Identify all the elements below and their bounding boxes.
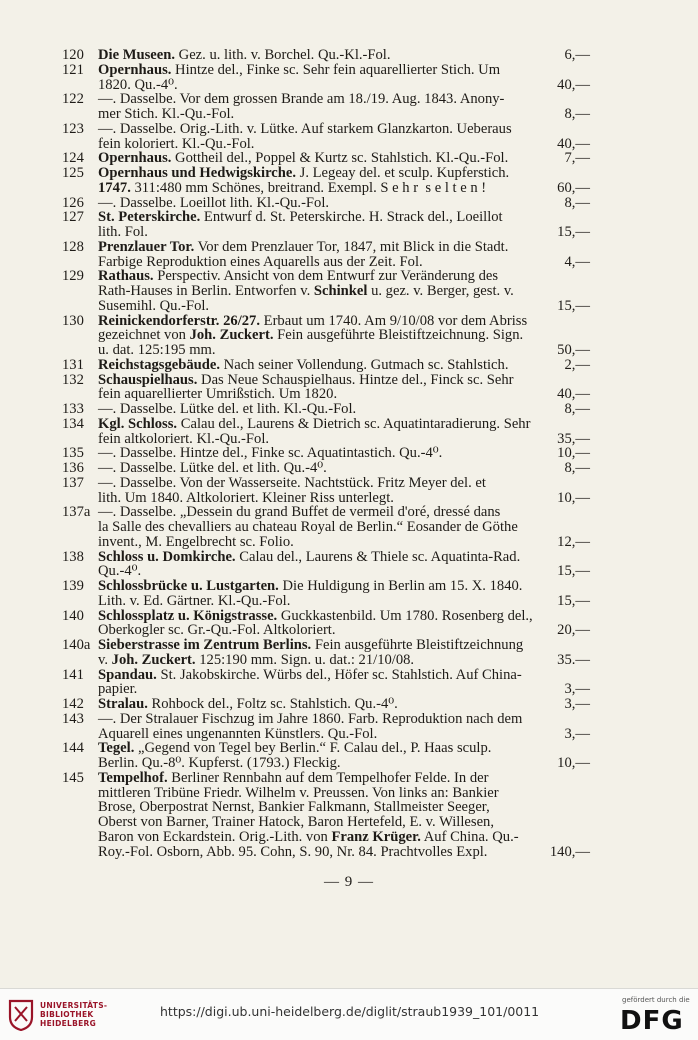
entry-number: 141 — [62, 666, 84, 683]
entry-line — [98, 358, 590, 373]
entry-number: 131 — [62, 356, 84, 373]
entry-line — [98, 505, 590, 520]
entry-line — [98, 240, 590, 255]
entry-number: 139 — [62, 578, 84, 594]
entry-line — [98, 48, 590, 63]
entry-line — [98, 137, 590, 152]
catalog-entry — [62, 638, 590, 668]
entry-heading: Reichstagsgebäude. — [98, 356, 221, 373]
entry-description: Qu.-4⁰. — [98, 563, 142, 580]
entry-number: 136 — [62, 460, 84, 476]
entry-heading: Die Museen. — [98, 47, 176, 63]
catalog-entry — [62, 609, 590, 639]
entry-line — [98, 78, 590, 93]
entry-line — [98, 830, 590, 845]
entry-line — [98, 284, 590, 299]
entry-description: —. Dasselbe. Loeillot lith. Kl.-Qu.-Fol. — [98, 194, 330, 211]
entry-text — [98, 668, 590, 698]
catalog-entry — [62, 166, 590, 196]
entry-number: 140a — [62, 637, 91, 653]
entry-price: 140,— — [549, 843, 590, 860]
entry-text — [98, 638, 590, 668]
entry-text — [98, 373, 590, 403]
catalog-entry — [62, 92, 590, 122]
entry-price: 40,— — [557, 135, 590, 152]
entry-heading: Tempelhof. — [98, 769, 168, 786]
entry-description: mer Stich. Kl.-Qu.-Fol. — [98, 106, 235, 122]
entry-description: v. — [98, 651, 112, 668]
entry-number: 142 — [62, 696, 84, 712]
entry-number: 137a — [62, 504, 91, 521]
entry-text — [98, 771, 590, 860]
entry-line — [98, 771, 590, 786]
entry-description: Brose, Oberpostrat Nernst, Bankier Falkmann, Stallmeister Seeger, — [98, 799, 490, 816]
entry-line — [98, 786, 590, 801]
entry-price: 60,— — [557, 179, 590, 196]
entry-heading: 1747. — [98, 179, 131, 196]
entry-price: 2,— — [564, 356, 590, 373]
catalog-entry — [62, 712, 590, 742]
entry-text — [98, 196, 590, 211]
entry-line — [98, 756, 590, 771]
entry-line — [98, 712, 590, 727]
entry-price: 8,— — [564, 460, 590, 476]
library-name — [40, 1001, 107, 1028]
entry-text — [98, 461, 590, 476]
entry-description: Susemihl. Qu.-Fol. — [98, 297, 210, 314]
entry-description: —. Dasselbe. Von der Wasserseite. Nachtstück. Fritz Meyer del. et — [98, 474, 486, 491]
entry-description: Fein ausgeführte Bleistiftzeichnung. Sign. — [273, 327, 524, 344]
catalog-entry — [62, 358, 590, 373]
entry-description: —. Dasselbe. „Dessein du grand Buffet de vermeil d'oré, dressé dans — [98, 504, 501, 521]
entry-text — [98, 402, 590, 417]
entry-line — [98, 255, 590, 270]
entry-description: Baron von Eckardstein. Orig.-Lith. von — [98, 828, 332, 845]
entry-line — [98, 491, 590, 506]
entry-number: 129 — [62, 268, 84, 285]
entry-description: Fein ausgeführte Bleistiftzeichnung — [311, 637, 524, 653]
entry-description: invent., M. Engelbrecht sc. Folio. — [98, 533, 294, 550]
entry-text — [98, 358, 590, 373]
entry-price: 4,— — [564, 253, 590, 270]
entry-description: Nach seiner Vollendung. Gutmach sc. Stahlstich. — [220, 356, 513, 373]
catalog-entry — [62, 579, 590, 609]
entry-description: Hintze del., Finke sc. Sehr fein aquarellierter Stich. Um — [171, 61, 501, 78]
entry-line — [98, 387, 590, 402]
entry-description: 311:480 mm Schönes, breitrand. Exempl. S e h r s e l t e n ! — [130, 179, 487, 196]
entry-number: 125 — [62, 165, 84, 181]
entry-text — [98, 697, 590, 712]
entry-line — [98, 609, 590, 624]
entry-number: 138 — [62, 548, 84, 565]
entry-line — [98, 446, 590, 461]
entry-number: 123 — [62, 120, 84, 137]
catalog-entry — [62, 196, 590, 211]
entry-description: Rohbock del., Foltz sc. Stahlstich. Qu.-4⁰. — [147, 696, 398, 712]
entry-line — [98, 579, 590, 594]
entry-description: —. Dasselbe. Lütke del. et lith. Qu.-4⁰. — [98, 460, 327, 476]
entry-line — [98, 151, 590, 166]
entry-description: Entwurf d. St. Peterskirche. H. Strack del., Loeillot — [200, 209, 503, 226]
entry-heading: Rathaus. — [98, 268, 154, 285]
entry-line — [98, 210, 590, 225]
university-seal-icon — [8, 997, 34, 1031]
entry-line — [98, 550, 590, 565]
entry-heading: St. Peterskirche. — [98, 209, 201, 226]
entry-description: Vor dem Prenzlauer Tor, 1847, mit Blick in die Stadt. — [194, 238, 509, 255]
catalog-entry — [62, 402, 590, 417]
funding-note: gefördert durch die — [622, 996, 690, 1004]
entry-price: 20,— — [557, 622, 590, 639]
entry-description: Das Neue Schauspielhaus. Hintze del., Finck sc. Sehr — [197, 371, 514, 388]
entry-text — [98, 269, 590, 313]
entry-price: 7,— — [564, 150, 590, 167]
entry-line — [98, 181, 590, 196]
entry-number: 132 — [62, 371, 84, 388]
entry-line — [98, 727, 590, 742]
entry-description: papier. — [98, 681, 138, 698]
entry-line — [98, 564, 590, 579]
library-line: UNIVERSITÄTS- — [40, 1001, 108, 1010]
entry-description: u. gez. v. Berger, gest. v. — [367, 283, 514, 299]
entry-line — [98, 815, 590, 830]
entry-line — [98, 299, 590, 314]
entry-description: Calau del., Laurens & Thiele sc. Aquatinta-Rad. — [235, 548, 521, 565]
catalog-entry — [62, 741, 590, 771]
entry-line — [98, 373, 590, 388]
entry-line — [98, 166, 590, 181]
entry-heading: Reinickendorferstr. 26/27. — [98, 312, 260, 329]
entry-line — [98, 845, 590, 860]
entry-list — [62, 48, 590, 859]
entry-price: 15,— — [557, 297, 590, 314]
entry-heading: Spandau. — [98, 666, 157, 683]
entry-line — [98, 476, 590, 491]
library-line: BIBLIOTHEK — [40, 1010, 94, 1019]
entry-text — [98, 240, 590, 270]
entry-price: 8,— — [564, 194, 590, 211]
entry-price: 10,— — [557, 755, 590, 771]
entry-text — [98, 741, 590, 771]
dfg-logo: DFG — [620, 1006, 684, 1036]
catalog-entry — [62, 314, 590, 358]
entry-price: 6,— — [564, 47, 590, 63]
entry-description: Aquarell eines ungenannten Künstlers. Qu.-Fol. — [98, 725, 378, 742]
entry-text — [98, 712, 590, 742]
entry-description: Die Huldigung in Berlin am 15. X. 1840. — [278, 578, 523, 594]
entry-line — [98, 196, 590, 211]
catalog-entry — [62, 417, 590, 447]
entry-description: la Salle des chevalliers au chateau Royal de Berlin.“ Eosander de Göthe — [98, 519, 518, 535]
entry-price: 40,— — [557, 76, 590, 93]
entry-heading: Joh. Zuckert. — [189, 327, 274, 344]
entry-heading: Schauspielhaus. — [98, 371, 198, 388]
entry-heading: Schlossplatz u. Königstrasse. — [98, 607, 278, 624]
catalog-entry — [62, 668, 590, 698]
entry-description: 1820. Qu.-4⁰. — [98, 76, 178, 93]
entry-description: fein altkoloriert. Kl.-Qu.-Fol. — [98, 430, 270, 447]
entry-line — [98, 314, 590, 329]
catalog-entry — [62, 122, 590, 152]
entry-description: Berlin. Qu.-8⁰. Kupferst. (1793.) Fleckig. — [98, 755, 341, 771]
entry-number: 130 — [62, 312, 84, 329]
entry-price: 10,— — [557, 445, 590, 462]
entry-text — [98, 314, 590, 358]
entry-line — [98, 741, 590, 756]
entry-description: Perspectiv. Ansicht von dem Entwurf zur Veränderung des — [153, 268, 499, 285]
entry-number: 134 — [62, 415, 84, 432]
entry-price: 15,— — [557, 592, 590, 609]
entry-heading: Schinkel — [313, 283, 368, 299]
entry-line — [98, 682, 590, 697]
entry-description: Gez. u. lith. v. Borchel. Qu.-Kl.-Fol. — [175, 47, 391, 63]
entry-number: 143 — [62, 710, 84, 727]
entry-description: lith. Fol. — [98, 224, 148, 240]
entry-description: Oberst von Barner, Trainer Hatock, Baron Hertefeld, E. v. Willesen, — [98, 814, 494, 830]
entry-text — [98, 92, 590, 122]
entry-description: Rath-Hauses in Berlin. Entworfen v. — [98, 283, 314, 299]
entry-description: Auf China. Qu.- — [420, 828, 519, 845]
entry-text — [98, 505, 590, 549]
catalog-entry — [62, 269, 590, 313]
entry-heading: Opernhaus und Hedwigskirche. — [98, 165, 297, 181]
entry-price: 3,— — [564, 725, 590, 742]
entry-price: 15,— — [557, 224, 590, 240]
entry-line — [98, 697, 590, 712]
entry-description: —. Dasselbe. Vor dem grossen Brande am 18./19. Aug. 1843. Anony- — [98, 91, 505, 108]
entry-description: fein aquarellierter Umrißstich. Um 1820. — [98, 386, 338, 403]
entry-heading: Stralau. — [98, 696, 148, 712]
catalog-entry — [62, 240, 590, 270]
entry-price: 12,— — [557, 533, 590, 550]
catalog-entry — [62, 461, 590, 476]
entry-line — [98, 520, 590, 535]
viewer-footer — [0, 988, 698, 1040]
entry-heading: Schlossbrücke u. Lustgarten. — [98, 578, 279, 594]
entry-description: Calau del., Laurens & Dietrich sc. Aquatintaradierung. Sehr — [177, 415, 531, 432]
catalog-entry — [62, 476, 590, 506]
entry-line — [98, 653, 590, 668]
entry-text — [98, 210, 590, 240]
entry-line — [98, 638, 590, 653]
entry-line — [98, 107, 590, 122]
entry-heading: Schloss u. Domkirche. — [98, 548, 236, 565]
entry-price: 10,— — [557, 489, 590, 506]
entry-heading: Sieberstrasse im Zentrum Berlins. — [98, 637, 312, 653]
entry-text — [98, 122, 590, 152]
entry-price: 15,— — [557, 563, 590, 580]
entry-description: lith. Um 1840. Altkoloriert. Kleiner Riss unterlegt. — [98, 489, 394, 506]
entry-description: St. Jakobskirche. Würbs del., Höfer sc. Stahlstich. Auf China- — [156, 666, 522, 683]
entry-line — [98, 461, 590, 476]
catalog-entry — [62, 63, 590, 93]
entry-description: —. Der Stralauer Fischzug im Jahre 1860. Farb. Reproduktion nach dem — [98, 710, 523, 727]
entry-price: 40,— — [557, 386, 590, 403]
entry-description: Roy.-Fol. Osborn, Abb. 95. Cohn, S. 90, Nr. 84. Prachtvolles Expl. — [98, 843, 492, 860]
entry-line — [98, 432, 590, 447]
entry-line — [98, 594, 590, 609]
entry-number: 133 — [62, 401, 84, 417]
catalog-entry — [62, 48, 590, 63]
entry-line — [98, 225, 590, 240]
entry-number: 144 — [62, 740, 84, 757]
entry-description: —. Dasselbe. Hintze del., Finke sc. Aquatintastich. Qu.-4⁰. — [98, 445, 443, 462]
entry-line — [98, 417, 590, 432]
entry-heading: Franz Krüger. — [331, 828, 421, 845]
entry-line — [98, 328, 590, 343]
catalog-entry — [62, 697, 590, 712]
entry-description: 125:190 mm. Sign. u. dat.: 21/10/08. — [195, 651, 415, 668]
entry-text — [98, 550, 590, 580]
entry-number: 122 — [62, 91, 84, 108]
entry-number: 120 — [62, 47, 84, 63]
entry-line — [98, 269, 590, 284]
entry-number: 135 — [62, 445, 84, 462]
entry-description: Gottheil del., Poppel & Kurtz sc. Stahlstich. Kl.-Qu.-Fol. — [171, 150, 512, 167]
entry-description: Berliner Rennbahn auf dem Tempelhofer Felde. In der — [167, 769, 489, 786]
entry-heading: Opernhaus. — [98, 61, 172, 78]
entry-description: Oberkogler sc. Gr.-Qu.-Fol. Altkoloriert. — [98, 622, 336, 639]
entry-description: —. Dasselbe. Orig.-Lith. v. Lütke. Auf starkem Glanzkarton. Ueberaus — [98, 120, 512, 137]
entry-price: 8,— — [564, 401, 590, 417]
entry-line — [98, 63, 590, 78]
entry-line — [98, 343, 590, 358]
entry-number: 127 — [62, 209, 84, 226]
catalog-entry — [62, 210, 590, 240]
entry-heading: Joh. Zuckert. — [111, 651, 196, 668]
entry-heading: Prenzlauer Tor. — [98, 238, 195, 255]
entry-description: u. dat. 125:195 mm. — [98, 342, 216, 358]
entry-number: 121 — [62, 61, 84, 78]
catalog-entry — [62, 151, 590, 166]
entry-heading: Opernhaus. — [98, 150, 172, 167]
entry-line — [98, 623, 590, 638]
entry-line — [98, 668, 590, 683]
entry-number: 140 — [62, 607, 84, 624]
entry-text — [98, 48, 590, 63]
entry-description: mittleren Tribüne Friedr. Wilhelm v. Preussen. Von links an: Bankier — [98, 784, 499, 801]
entry-description: fein koloriert. Kl.-Qu.-Fol. — [98, 135, 255, 152]
entry-text — [98, 609, 590, 639]
entry-price: 35,— — [557, 430, 590, 447]
entry-number: 137 — [62, 474, 84, 491]
entry-text — [98, 476, 590, 506]
entry-price: 35.— — [557, 651, 590, 668]
catalog-entry — [62, 550, 590, 580]
entry-price: 3,— — [564, 696, 590, 712]
permalink-url[interactable]: https://digi.ub.uni-heidelberg.de/diglit/straub1939_101/0011 — [160, 1004, 540, 1019]
catalog-entry — [62, 771, 590, 860]
entry-number: 124 — [62, 150, 84, 167]
entry-line — [98, 122, 590, 137]
entry-text — [98, 446, 590, 461]
entry-description: Erbaut um 1740. Am 9/10/08 vor dem Abriss — [260, 312, 528, 329]
entry-line — [98, 535, 590, 550]
entry-description: gezeichnet von — [98, 327, 190, 344]
entry-price: 8,— — [564, 106, 590, 122]
entry-number: 145 — [62, 769, 84, 786]
entry-text — [98, 151, 590, 166]
entry-heading: Kgl. Schloss. — [98, 415, 178, 432]
entry-text — [98, 63, 590, 93]
entry-line — [98, 92, 590, 107]
entry-description: „Gegend von Tegel bey Berlin.“ F. Calau del., P. Haas sculp. — [134, 740, 492, 757]
page-number: — 9 — — [324, 874, 374, 890]
entry-price: 3,— — [564, 681, 590, 698]
library-line: HEIDELBERG — [40, 1019, 97, 1028]
entry-description: Guckkastenbild. Um 1780. Rosenberg del., — [277, 607, 533, 624]
entry-line — [98, 402, 590, 417]
catalog-entry — [62, 505, 590, 549]
entry-description: Lith. v. Ed. Gärtner. Kl.-Qu.-Fol. — [98, 592, 291, 609]
entry-text — [98, 579, 590, 609]
entry-description: Farbige Reproduktion eines Aquarells aus der Zeit. Fol. — [98, 253, 423, 270]
entry-price: 50,— — [557, 342, 590, 358]
entry-number: 126 — [62, 194, 84, 211]
entry-description: J. Legeay del. et sculp. Kupferstich. — [296, 165, 510, 181]
entry-text — [98, 417, 590, 447]
entry-description: —. Dasselbe. Lütke del. et lith. Kl.-Qu.-Fol. — [98, 401, 357, 417]
catalog-entry — [62, 373, 590, 403]
entry-number: 128 — [62, 238, 84, 255]
entry-text — [98, 166, 590, 196]
entry-heading: Tegel. — [98, 740, 135, 757]
entry-line — [98, 800, 590, 815]
catalog-entry — [62, 446, 590, 461]
